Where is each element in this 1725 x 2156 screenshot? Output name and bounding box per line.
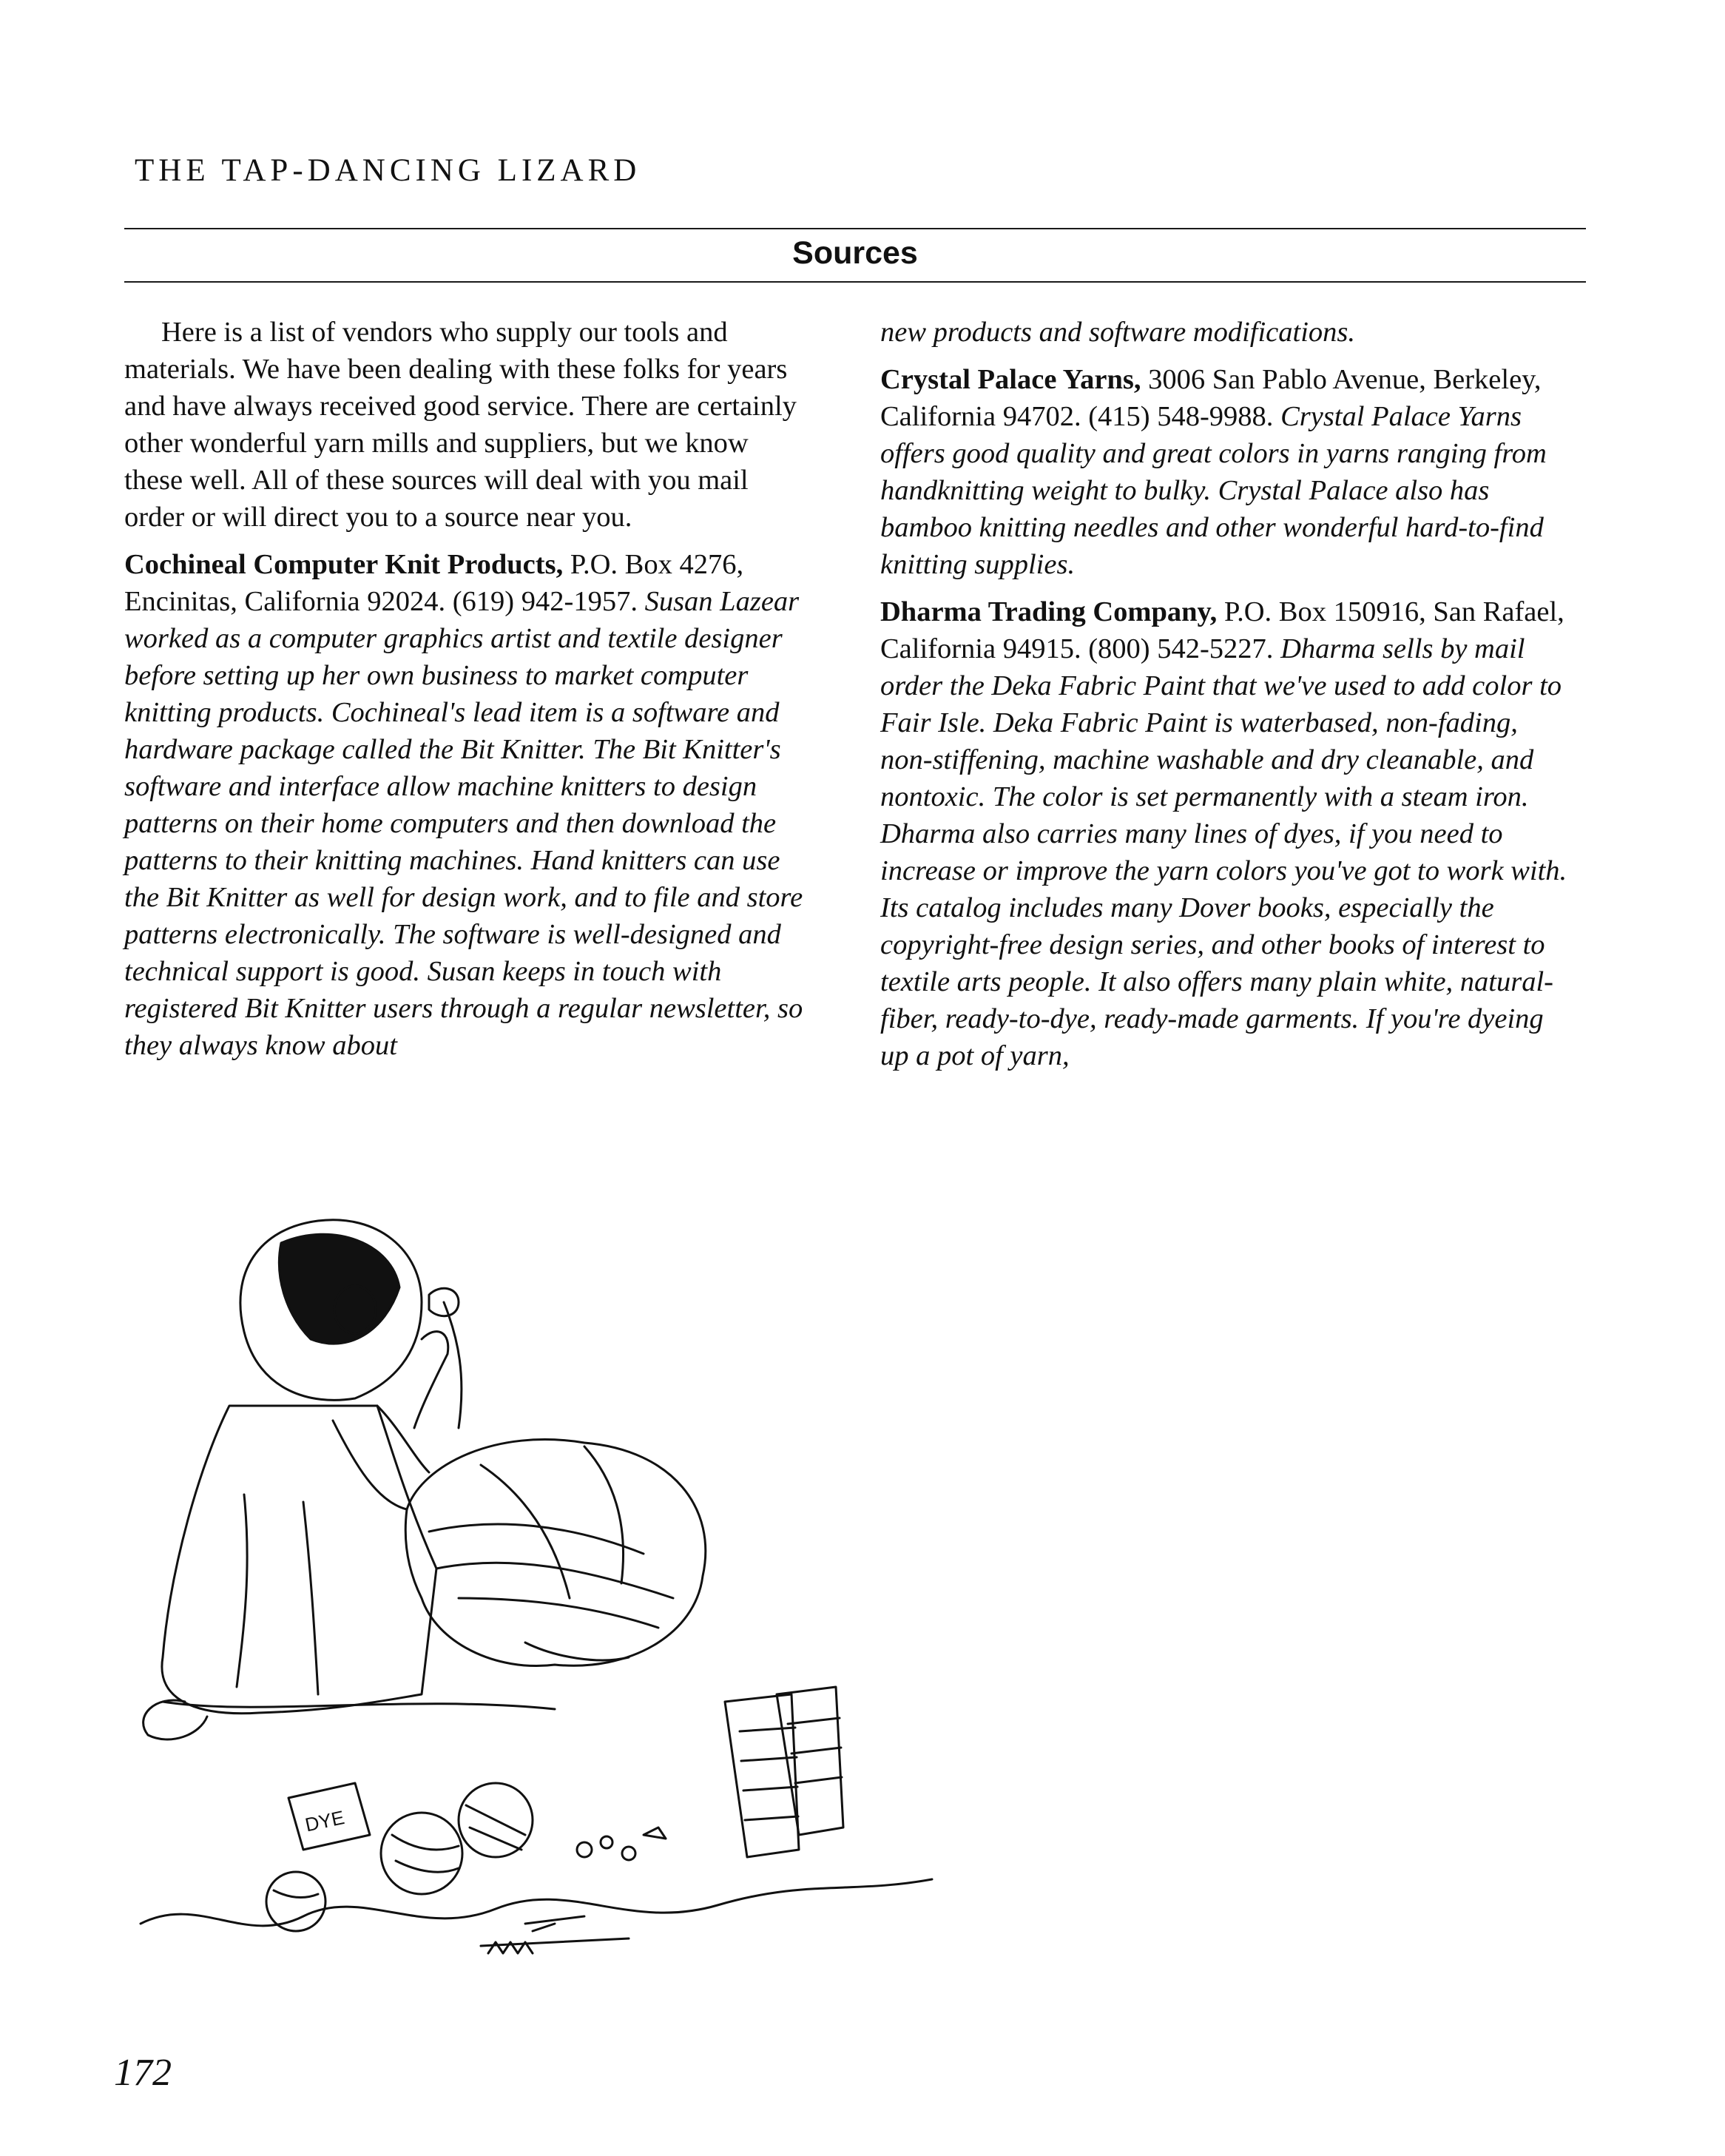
intro-paragraph: Here is a list of vendors who supply our tools and materials. We have been dealing with these folks for years and have always received good service. There are certainly other wonderful yarn mills and suppliers, but we know these well. All of these sources will deal with you mail order or will direct you to a source near you. — [124, 317, 797, 533]
section-title: Sources — [792, 235, 918, 271]
vendor-entry-crystal-palace — [880, 361, 1568, 583]
continuation-text: new products and software modifications. — [880, 317, 1356, 348]
vendor-address: P.O. Box 4276, Encinitas, California 92024. (619) 942-1957. — [124, 549, 744, 617]
vendor-entry-cochineal — [124, 546, 812, 1064]
figure-dress — [162, 1406, 436, 1714]
right-column — [880, 314, 1568, 1085]
eye — [334, 1286, 376, 1333]
vendor-address: 3006 San Pablo Avenue, Berkeley, California 94702. (415) 548-9988. — [880, 364, 1542, 432]
vendor-name: Dharma Trading Company, — [880, 596, 1218, 627]
running-head: THE TAP-DANCING LIZARD — [135, 153, 641, 188]
dye-label: DYE — [303, 1806, 347, 1836]
knitting-needle — [481, 1938, 629, 1946]
vendor-name: Crystal Palace Yarns, — [880, 364, 1141, 395]
ground-line — [141, 1879, 932, 1926]
vendor-entry-dharma — [880, 593, 1568, 1074]
vendor-name: Cochineal Computer Knit Products, — [124, 549, 564, 580]
vendor-description: Crystal Palace Yarns offers good quality and great colors in yarns ranging from handknitting weight to bulky. Crystal Palace also has bamboo knitting needles and other wonderful hard-to-find knitting supplies. — [880, 401, 1547, 580]
left-column — [124, 314, 812, 1074]
top-rule — [124, 228, 1586, 229]
yarn-ball — [381, 1813, 462, 1894]
page-number: 172 — [114, 2052, 172, 2094]
bottom-rule — [124, 281, 1586, 283]
vendor-description: Susan Lazear worked as a computer graphics artist and textile designer before setting up her own business to market computer knitting products. Cochineal's lead item is a software and hardware package called the Bit Knitter. The Bit Knitter's software and interface allow machine knitters to design patterns on their home computers and then download the patterns to their knitting machines. Hand knitters can use the Bit Knitter as well for design work, and to file and store patterns electronically. The software is well-designed and technical support is good. Susan keeps in touch with registered Bit Knitter users through a regular newsletter, so they always know about — [124, 586, 803, 1061]
head-fur-patch — [279, 1234, 399, 1344]
yarn-cone — [777, 1687, 843, 1835]
yarn-cone — [725, 1694, 799, 1857]
sweater-bundle — [405, 1440, 706, 1666]
yarn-ball — [266, 1872, 325, 1931]
knitting-lizard-illustration — [111, 1184, 947, 1983]
vendor-description: Dharma sells by mail order the Deka Fabric Paint that we've used to add color to Fair Isle. Deka Fabric Paint is waterbased, non-fading, non-stiffening, machine washable and dry cleanable, and nontoxic. The color is set permanently with a steam iron. Dharma also carries many lines of dyes, if you need to increase or improve the yarn colors you've got to work with. Its catalog includes many Dover books, especially the copyright-free design series, and other books of interest to textile arts people. It also offers many plain white, natural-fiber, ready-to-dye, ready-made garments. If you're dyeing up a pot of yarn, — [880, 633, 1567, 1071]
vendor-address: P.O. Box 150916, San Rafael, California 94915. (800) 542-5227. — [880, 596, 1564, 664]
